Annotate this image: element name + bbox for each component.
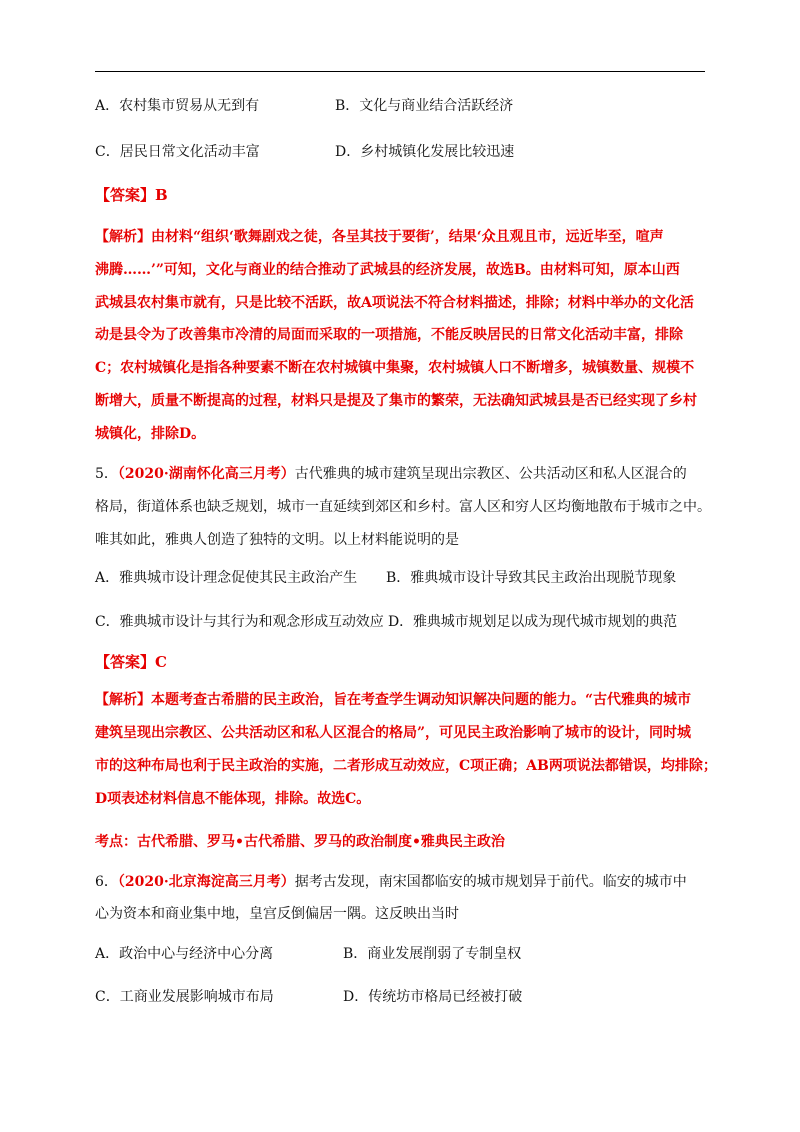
q5-stem-first-line — [95, 464, 687, 484]
q5-option-b: B．雅典城市设计导致其民主政治出现脱节现象 — [386, 570, 677, 586]
q6-option-d: D．传统坊市格局已经被打破 — [343, 989, 523, 1005]
q6-number: 6． — [95, 874, 118, 890]
q5-stem-line: 唯其如此，雅典人创造了独特的文明。以上材料能说明的是 — [95, 532, 459, 548]
q4-analysis-line: 武城县农村集市就有，只是比较不活跃，故A项说法不符合材料描述，排除；材料中举办的文化活 — [95, 295, 694, 311]
q5-analysis-line: 【解析】本题考查古希腊的民主政治，旨在考查学生调动知识解决问题的能力。“古代雅典的城市 — [95, 692, 692, 708]
q5-number: 5． — [95, 466, 118, 482]
q4-analysis-line: 城镇化，排除D。 — [95, 426, 206, 442]
q6-stem-text: 据考古发现，南宋国都临安的城市规划异于前代。临安的城市中 — [294, 874, 687, 890]
q5-option-c-d: C．雅典城市设计与其行为和观念形成互动效应 D．雅典城市规划足以成为现代城市规划的典范 — [95, 614, 678, 630]
header-rule — [95, 71, 705, 72]
q6-stem-line: 心为资本和商业集中地，皇宫反倒偏居一隅。这反映出当时 — [95, 906, 459, 922]
q6-option-a: A．政治中心与经济中心分离 — [95, 946, 274, 962]
q5-stem-line: 格局，街道体系也缺乏规划，城市一直延续到郊区和乡村。富人区和穷人区均衡地散布于城市之中。 — [95, 499, 711, 515]
q4-analysis-line: 【解析】由材料“组织‘歌舞剧戏之徒，各呈其技于要街’，结果‘众且观且市，远近毕至，喧声 — [95, 229, 664, 245]
q5-analysis-line: 市的这种布局也利于民主政治的实施，二者形成互动效应，C项正确；AB两项说法都错误，均排除； — [95, 758, 717, 774]
q4-analysis-line: 断增大，质量不断提高的过程，材料只是提及了集市的繁荣，无法确知武城县是否已经实现了乡村 — [95, 393, 697, 409]
q6-stem-first-line — [95, 872, 687, 892]
q4-option-a: A．农村集市贸易从无到有 — [95, 98, 260, 114]
q4-option-b: B．文化与商业结合活跃经济 — [335, 98, 514, 114]
q5-kaodian: 考点：古代希腊、罗马•古代希腊、罗马的政治制度•雅典民主政治 — [95, 834, 505, 850]
q5-analysis-line: D项表述材料信息不能体现，排除。故选C。 — [95, 791, 371, 807]
q4-answer: 【答案】B — [95, 186, 168, 204]
q4-option-d: D．乡村城镇化发展比较迅速 — [335, 144, 515, 160]
q5-analysis-line: 建筑呈现出宗教区、公共活动区和私人区混合的格局”，可见民主政治影响了城市的设计，同时城 — [95, 725, 692, 741]
q4-analysis-line: C；农村城镇化是指各种要素不断在农村城镇中集聚，农村城镇人口不断增多，城镇数量、规模不 — [95, 360, 695, 376]
q5-source: （2020·湖南怀化高三月考） — [117, 466, 295, 482]
q5-stem-text: 古代雅典的城市建筑呈现出宗教区、公共活动区和私人区混合的 — [294, 466, 687, 482]
q4-analysis-line: 沸腾……’”可知，文化与商业的结合推动了武城县的经济发展，故选B。由材料可知，原本山西 — [95, 262, 680, 278]
q5-answer: 【答案】C — [95, 653, 167, 671]
q4-analysis-line: 动是县令为了改善集市冷清的局面而采取的一项措施，不能反映居民的日常文化活动丰富，排除 — [95, 327, 683, 343]
q5-option-a: A．雅典城市设计理念促使其民主政治产生 — [95, 570, 358, 586]
q6-option-b: B．商业发展削弱了专制皇权 — [343, 946, 522, 962]
q6-source: （2020·北京海淀高三月考） — [117, 874, 295, 890]
q6-option-c: C．工商业发展影响城市布局 — [95, 989, 274, 1005]
q4-option-c: C．居民日常文化活动丰富 — [95, 144, 260, 160]
